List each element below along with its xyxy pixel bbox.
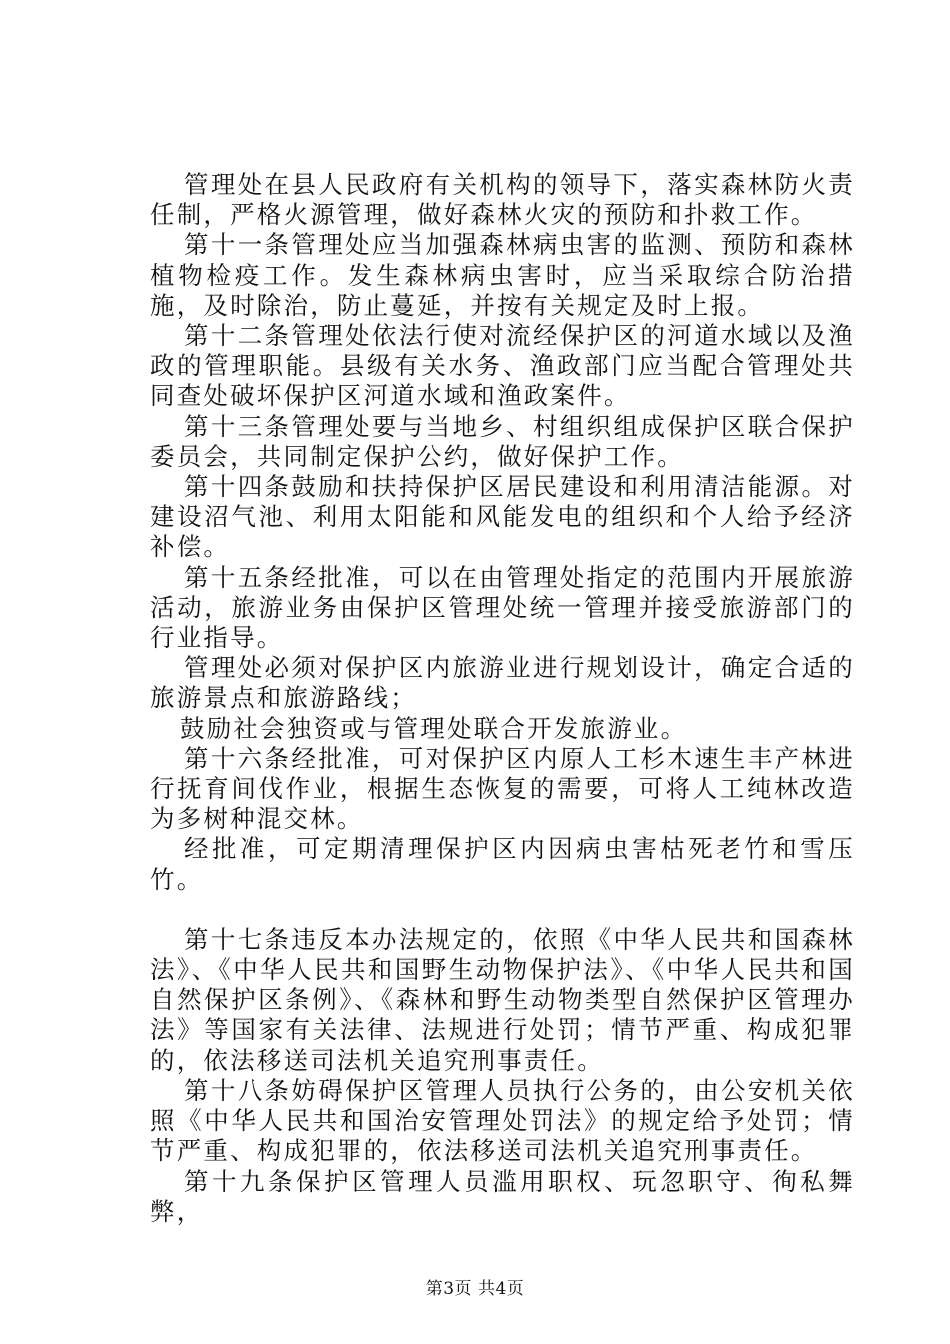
paragraph-article-11: 第十一条管理处应当加强森林病虫害的监测、预防和森林植物检疫工作。发生森林病虫害时，应当采取综合防治措施，及时除治，防止蔓延，并按有关规定及时上报。 [150, 230, 855, 320]
paragraph-article-16: 第十六条经批准，可对保护区内原人工杉木速生丰产林进行抚育间伐作业，根据生态恢复的需要，可将人工纯林改造为多树种混交林。 [150, 743, 855, 834]
paragraph-gap [150, 895, 855, 925]
paragraph-article-18: 第十八条妨碍保护区管理人员执行公务的，由公安机关依照《中华人民共和国治安管理处罚法》的规定给予处罚；情节严重、构成犯罪的，依法移送司法机关追究刑事责任。 [150, 1075, 855, 1166]
page-number-footer: 第3页 共4页 [425, 1279, 525, 1299]
paragraph-article-17: 第十七条违反本办法规定的，依照《中华人民共和国森林法》、《中华人民共和国野生动物保护法》、《中华人民共和国自然保护区条例》、《森林和野生动物类型自然保护区管理办法》等国家有关法律、法规进行处罚；情节严重、构成犯罪的，依法移送司法机关追究刑事责任。 [150, 924, 855, 1075]
paragraph-tourism-planning: 管理处必须对保护区内旅游业进行规划设计，确定合适的旅游景点和旅游路线； [150, 653, 855, 713]
paragraph-bamboo-clearing: 经批准，可定期清理保护区内因病虫害枯死老竹和雪压竹。 [150, 834, 855, 894]
paragraph-article-14: 第十四条鼓励和扶持保护区居民建设和利用清洁能源。对建设沼气池、利用太阳能和风能发电的组织和个人给予经济补偿。 [150, 472, 855, 562]
paragraph-article-13: 第十三条管理处要与当地乡、村组织组成保护区联合保护委员会，共同制定保护公约，做好保护工作。 [150, 411, 855, 471]
paragraph-article-19: 第十九条保护区管理人员滥用职权、玩忽职守、徇私舞弊， [150, 1166, 855, 1226]
paragraph-fire-prevention: 管理处在县人民政府有关机构的领导下，落实森林防火责任制，严格火源管理，做好森林火灾的预防和扑救工作。 [150, 170, 855, 230]
paragraph-tourism-development: 鼓励社会独资或与管理处联合开发旅游业。 [180, 713, 688, 743]
paragraph-article-15: 第十五条经批准，可以在由管理处指定的范围内开展旅游活动，旅游业务由保护区管理处统一管理并接受旅游部门的行业指导。 [150, 562, 855, 653]
document-body [150, 170, 855, 1227]
paragraph-article-12: 第十二条管理处依法行使对流经保护区的河道水域以及渔政的管理职能。县级有关水务、渔政部门应当配合管理处共同查处破坏保护区河道水域和渔政案件。 [150, 321, 855, 411]
